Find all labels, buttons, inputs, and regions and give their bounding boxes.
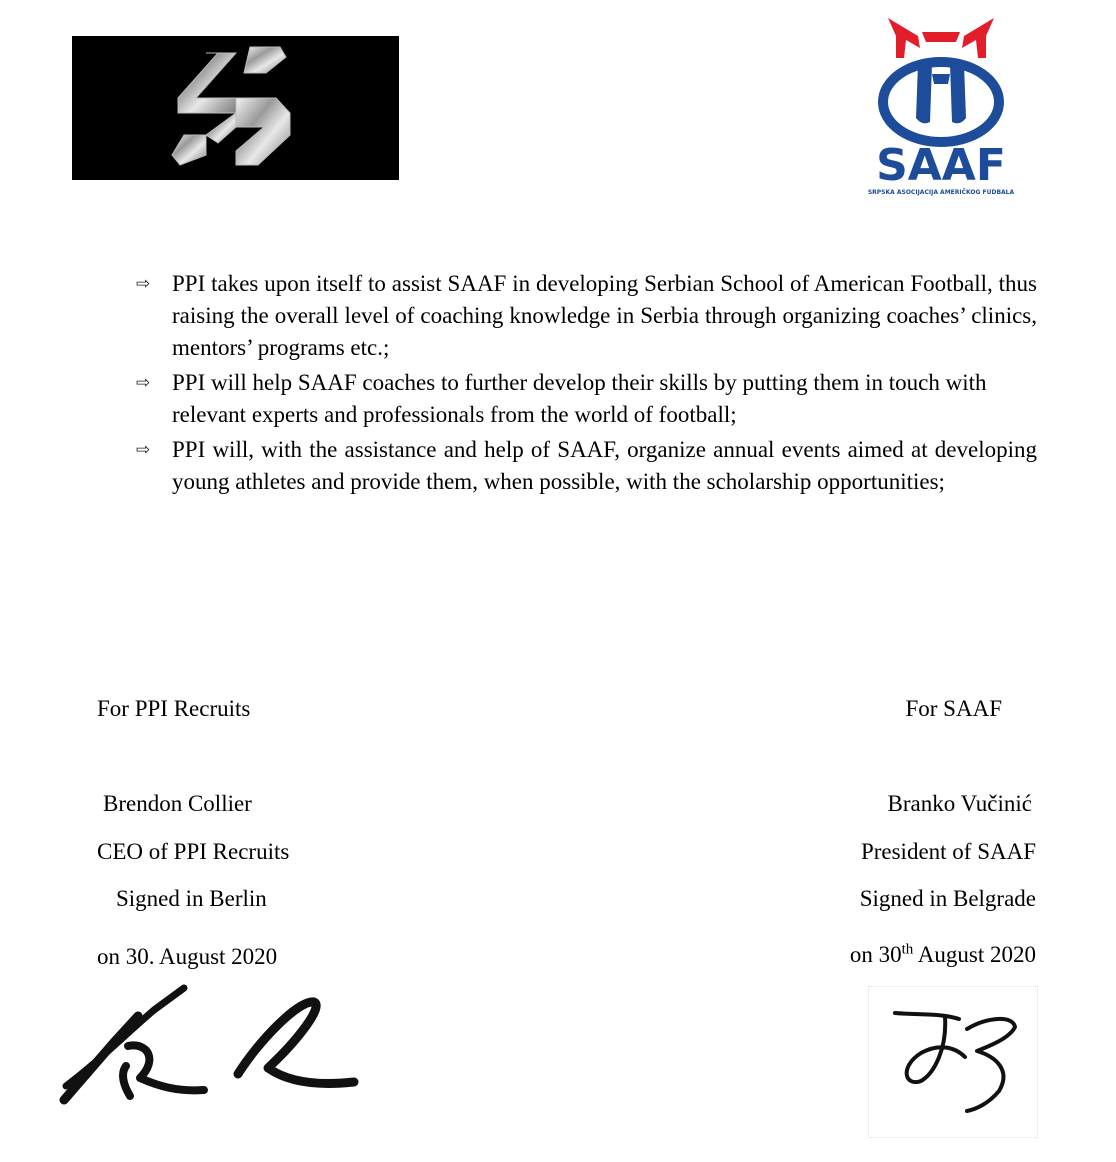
right-signatory-title: President of SAAF (860, 839, 1036, 864)
ppi-s-monogram-icon (166, 43, 306, 173)
saaf-emblem-icon (866, 14, 1016, 200)
right-signing-place: Signed in Belgrade (859, 886, 1036, 911)
saaf-logo (866, 14, 1016, 200)
left-signatory-title: CEO of PPI Recruits (97, 839, 290, 864)
commitments-list (130, 268, 1037, 501)
list-item-text: PPI will, with the assistance and help of SAAF, organize annual events aimed at developing young athletes and provide them, when possible, with the scholarship opportunities; (172, 437, 1037, 494)
left-signatory-name: Brendon Collier (103, 791, 252, 816)
right-for-label: For SAAF (905, 696, 1002, 721)
right-date-ordinal: th (901, 941, 914, 958)
left-signature (58, 982, 368, 1112)
list-item (130, 434, 1037, 498)
left-for-label: For PPI Recruits (97, 696, 251, 721)
ppi-logo (72, 36, 399, 180)
arrow-right-icon: ⇨ (136, 373, 151, 393)
list-item (130, 268, 1037, 364)
right-signing-date (850, 941, 1036, 969)
list-item-text: PPI takes upon itself to assist SAAF in developing Serbian School of American Football, thus raising the overall level of coaching knowledge in Serbia through organizing coaches’ clinics, mentors’ programs etc.; (172, 271, 1037, 360)
left-signing-place: Signed in Berlin (116, 886, 267, 911)
list-item-text: PPI will help SAAF coaches to further develop their skills by putting them in touch with relevant experts and professionals from the world of football; (172, 370, 987, 427)
saaf-logo-subtitle: SRPSKA ASOCIJACIJA AMERIČKOG FUDBALA (867, 189, 1015, 196)
arrow-right-icon: ⇨ (136, 440, 151, 460)
arrow-right-icon: ⇨ (136, 274, 151, 294)
saaf-logo-text: SAAF (876, 140, 1006, 191)
list-item (130, 367, 1037, 431)
right-signature (868, 986, 1038, 1138)
left-signing-date: on 30. August 2020 (97, 944, 278, 969)
right-date-prefix: on 30 (849, 942, 902, 967)
right-signatory-name: Branko Vučinić (887, 791, 1032, 816)
right-date-suffix: August 2020 (913, 942, 1036, 967)
